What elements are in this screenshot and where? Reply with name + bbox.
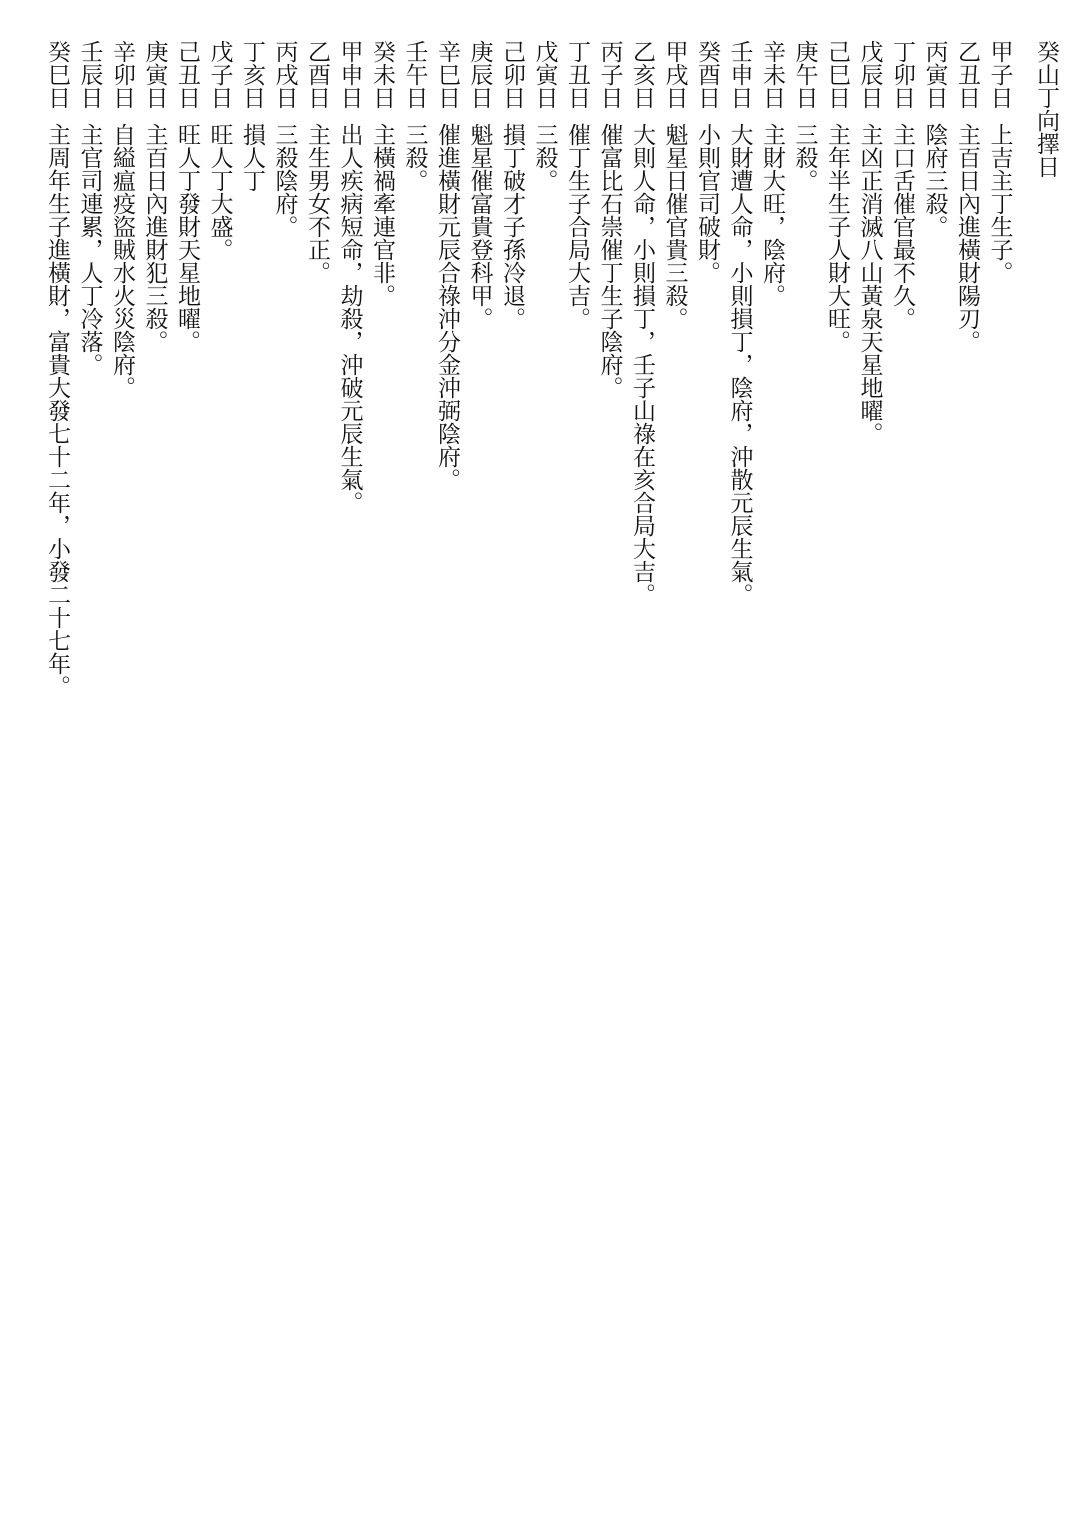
entry-day: 庚午日 (791, 40, 818, 109)
entry-column (593, 40, 626, 760)
entry-day: 丁卯日 (889, 40, 915, 109)
entry-day: 庚寅日 (141, 40, 168, 109)
entry-text: 主官司連累，人丁冷落。 (76, 123, 103, 376)
entry-column (691, 40, 724, 760)
entry-text: 主百日內進財犯三殺。 (141, 123, 168, 353)
entry-day: 壬辰日 (76, 40, 103, 109)
entry-day: 癸巳日 (44, 40, 70, 109)
entry-text: 主百日內進橫財陽刃。 (954, 123, 980, 353)
entry-text: 三殺。 (401, 123, 428, 192)
entry-day: 己丑日 (174, 40, 200, 109)
document-title: 癸山丁向擇日 (1033, 40, 1059, 178)
entry-day: 丙寅日 (921, 40, 948, 109)
entry-column (431, 40, 464, 760)
entry-column (853, 40, 886, 760)
entry-day: 癸未日 (369, 40, 395, 109)
entry-text: 上吉主丁生子。 (986, 123, 1013, 284)
entry-column (561, 40, 594, 760)
entry-day: 乙丑日 (954, 40, 980, 109)
entry-column (463, 40, 496, 760)
entry-column (626, 40, 659, 760)
entry-column (723, 40, 756, 760)
entry-day: 丙戌日 (271, 40, 298, 109)
entry-text: 陰府三殺。 (921, 123, 948, 238)
entry-text: 三殺。 (791, 123, 818, 192)
entry-day: 丁亥日 (239, 40, 265, 109)
entry-column (41, 40, 74, 760)
entry-day: 己卯日 (499, 40, 525, 109)
entry-column (73, 40, 106, 760)
entry-column (788, 40, 821, 760)
entry-text: 大財遭人命，小則損丁，陰府，沖散元辰生氣。 (726, 123, 753, 606)
entry-day: 己巳日 (824, 40, 850, 109)
entry-text: 主年半生子人財大旺。 (824, 123, 850, 353)
entry-day: 丙子日 (596, 40, 623, 109)
entry-day: 甲申日 (336, 40, 363, 109)
entry-column (496, 40, 529, 760)
entry-day: 乙亥日 (629, 40, 655, 109)
vertical-text-block (41, 40, 1063, 760)
entry-text: 主財大旺，陰府。 (759, 123, 785, 307)
entry-column (171, 40, 204, 760)
entry-text: 出人疾病短命，劫殺，沖破元辰生氣。 (336, 123, 363, 514)
entry-text: 催丁生子合局大吉。 (564, 123, 590, 330)
entry-text: 催進橫財元辰合祿沖分金沖弼陰府。 (434, 123, 460, 491)
entry-text: 主凶正消滅八山黃泉天星地曜。 (856, 123, 883, 445)
entry-text: 三殺陰府。 (271, 123, 298, 238)
entry-text: 旺人丁大盛。 (206, 123, 233, 261)
entry-text: 三殺。 (531, 123, 558, 192)
entry-text: 損人丁 (239, 123, 265, 192)
entry-text: 大則人命，小則損丁，壬子山祿在亥合局大吉。 (629, 123, 655, 606)
entry-day: 壬申日 (726, 40, 753, 109)
entry-text: 自縊瘟疫盜賊水火災陰府。 (109, 123, 135, 399)
entry-day: 戊子日 (206, 40, 233, 109)
entry-text: 催富比石崇催丁生子陰府。 (596, 123, 623, 399)
entry-column (236, 40, 269, 760)
entry-column (886, 40, 919, 760)
entry-text: 旺人丁發財天星地曜。 (174, 123, 200, 353)
entry-day: 甲戌日 (661, 40, 688, 109)
entry-text: 主周年生子進橫財，富貴大發七十二年，小發二十七年。 (44, 123, 70, 698)
entry-text: 損丁破才子孫冷退。 (499, 123, 525, 330)
entry-day: 戊辰日 (856, 40, 883, 109)
entry-text: 小則官司破財。 (694, 123, 720, 284)
entry-text: 主生男女不正。 (304, 123, 330, 284)
entry-day: 辛卯日 (109, 40, 135, 109)
entry-column (821, 40, 854, 760)
entry-list (41, 40, 1016, 760)
entry-column (301, 40, 334, 760)
entry-column (918, 40, 951, 760)
entry-column (756, 40, 789, 760)
entry-column (203, 40, 236, 760)
entry-column (398, 40, 431, 760)
entry-column (268, 40, 301, 760)
entry-day: 乙酉日 (304, 40, 330, 109)
entry-day: 甲子日 (986, 40, 1013, 109)
entry-text: 主口舌催官最不久。 (889, 123, 915, 330)
entry-text: 魁星催富貴登科甲。 (466, 123, 493, 330)
entry-day: 庚辰日 (466, 40, 493, 109)
entry-text: 魁星日催官貴三殺。 (661, 123, 688, 330)
entry-column (983, 40, 1016, 760)
entry-day: 辛巳日 (434, 40, 460, 109)
entry-day: 丁丑日 (564, 40, 590, 109)
entry-day: 癸酉日 (694, 40, 720, 109)
entry-column (138, 40, 171, 760)
entry-column (366, 40, 399, 760)
entry-column (333, 40, 366, 760)
entry-day: 壬午日 (401, 40, 428, 109)
entry-column (528, 40, 561, 760)
entry-day: 戊寅日 (531, 40, 558, 109)
entry-day: 辛未日 (759, 40, 785, 109)
entry-column (658, 40, 691, 760)
entry-column (106, 40, 139, 760)
entry-text: 主橫禍牽連官非。 (369, 123, 395, 307)
entry-column (951, 40, 984, 760)
